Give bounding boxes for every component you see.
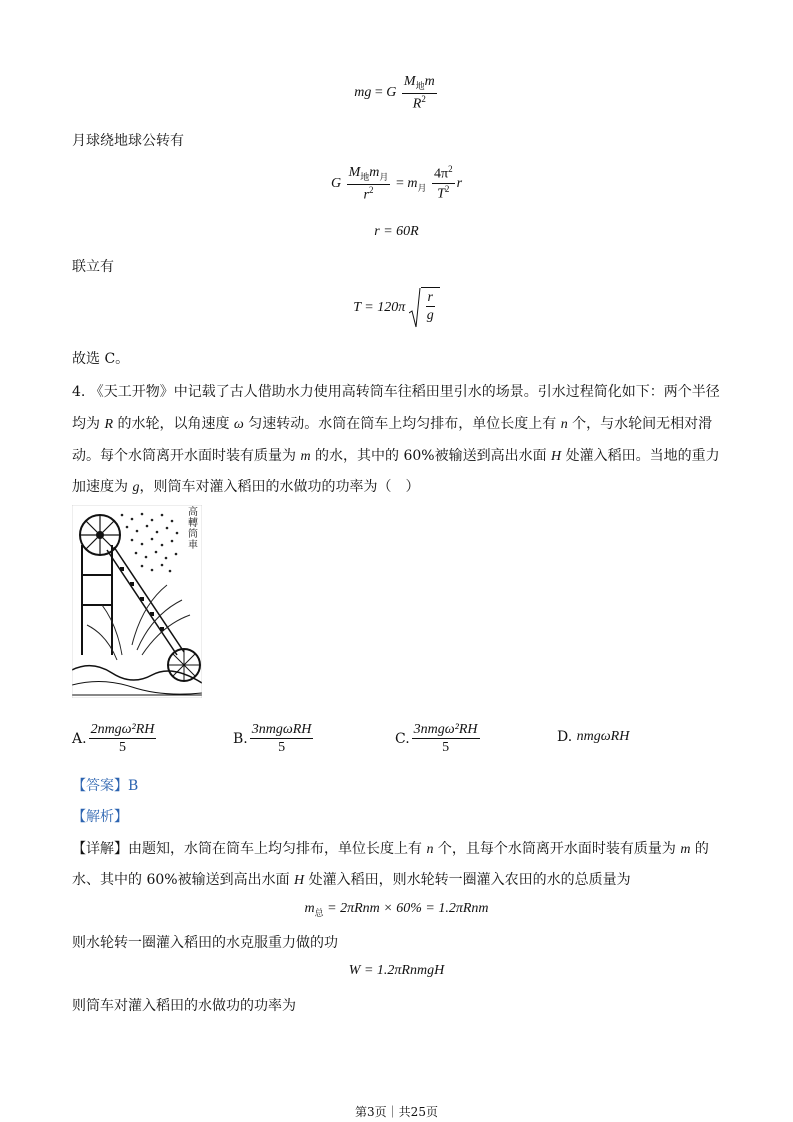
option-d[interactable]: D. nmgωRH — [557, 729, 630, 745]
analysis-label: 【解析】 — [72, 809, 128, 825]
waterwheel-illustration — [72, 505, 202, 698]
question-line-4: 加速度为 g，则筒车对灌入稻田的水做功的功率为（ ） — [72, 479, 420, 495]
text-combine: 联立有 — [72, 259, 114, 275]
detail-line-1: 【详解】由题知，水筒在筒车上均匀排布，单位长度上有 n 个，且每个水筒离开水面时装有质量为 m 的 — [72, 841, 709, 857]
option-b[interactable]: B. $\frac{\text{3nmgωRH}}{5}$ — [233, 722, 312, 756]
question-line-1: 4. 《天工开物》中记载了古人借助水力使用高转筒车往稻田里引水的场景。引水过程简化如下：两个半径 — [72, 384, 720, 400]
answer-label: 【答案】B — [72, 778, 139, 794]
equation-orbit: G $\frac{M_地m_月}{r^2}$ = $m_月$ $\frac{4\pi^2}{T^2}$ r — [330, 164, 463, 203]
equation-radius: r = 60R — [374, 224, 419, 239]
equation-period: T = 120π $\frac{r}{g}$ — [0, 287, 793, 329]
figure-caption: 高轉筒車 — [188, 507, 198, 551]
question-line-3: 动。每个水筒离开水面时装有质量为 m 的水，其中的 60%被输送到高出水面 H 处灌入稻田。当地的重力 — [72, 448, 720, 464]
equation-total-mass: $m_总 = 2\pi Rnm \times 60\% = 1.2\pi Rnm$ — [304, 901, 489, 918]
option-c[interactable]: C. $\frac{\text{3nmgω²RH}}{5}$ — [395, 722, 478, 756]
fraction: $\frac{M_地m}{R^2}$ — [403, 74, 435, 112]
equation-gravity: mg = G $\frac{M_地m}{R^2}$ — [354, 74, 435, 112]
page-footer: 第3页｜共25页 — [355, 1105, 438, 1119]
text-power: 则筒车对灌入稻田的水做功的功率为 — [72, 998, 296, 1014]
text-moon-orbit: 月球绕地球公转有 — [72, 133, 184, 149]
equation-work: W = 1.2πRnmgH — [348, 963, 445, 978]
text-work: 则水轮转一圈灌入稻田的水克服重力做的功 — [72, 935, 338, 951]
question-line-2: 均为 R 的水轮，以角速度 ω 匀速转动。水筒在筒车上均匀排布，单位长度上有 n 个，与水轮间无相对滑 — [72, 416, 713, 432]
option-a[interactable]: A. $\frac{\text{2nmgω²RH}}{5}$ — [72, 722, 155, 756]
sqrt: $\frac{r}{g}$ — [409, 287, 440, 329]
detail-line-2: 水、其中的 60%被输送到高出水面 H 处灌入稻田，则水轮转一圈灌入农田的水的总质量为 — [72, 872, 631, 888]
text-choose: 故选 C。 — [72, 351, 130, 367]
